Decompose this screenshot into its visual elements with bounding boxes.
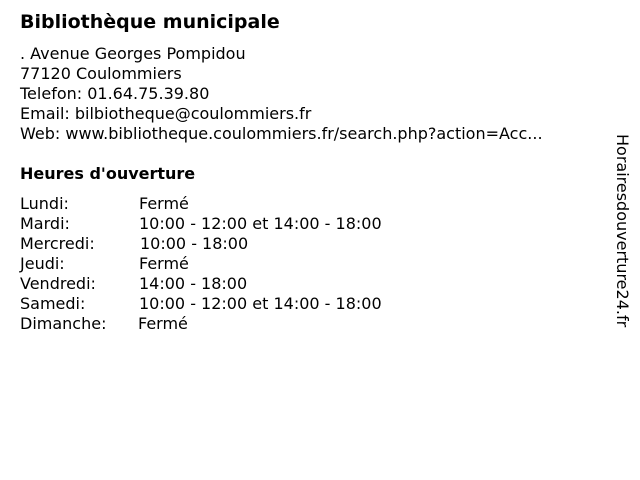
day-hours: 14:00 - 18:00 [139, 274, 248, 293]
day-label: Dimanche: [20, 314, 107, 333]
day-hours: 10:00 - 12:00 et 14:00 - 18:00 [139, 214, 382, 233]
website-url: Web: www.bibliotheque.coulommiers.fr/search.php?action=Acc... [20, 124, 543, 143]
library-name: Bibliothèque municipale [20, 11, 280, 33]
day-hours: 10:00 - 12:00 et 14:00 - 18:00 [139, 294, 382, 313]
site-brand-text: Horairesdouverture24.fr [613, 134, 632, 328]
street-address: . Avenue Georges Pompidou [20, 44, 246, 63]
day-label: Vendredi: [20, 274, 96, 293]
city-postcode: 77120 Coulommiers [20, 64, 182, 83]
site-brand-vertical [612, 134, 632, 374]
address-block [20, 44, 543, 144]
day-label: Mardi: [20, 214, 70, 233]
day-hours: Fermé [139, 194, 189, 213]
day-label: Mercredi: [20, 234, 95, 253]
day-label: Jeudi: [20, 254, 65, 273]
day-hours: 10:00 - 18:00 [140, 234, 249, 253]
day-label: Lundi: [20, 194, 69, 213]
day-hours: Fermé [138, 314, 188, 333]
phone-number: Telefon: 01.64.75.39.80 [20, 84, 210, 103]
day-hours: Fermé [139, 254, 189, 273]
opening-hours-heading: Heures d'ouverture [20, 164, 196, 183]
day-label: Samedi: [20, 294, 86, 313]
email-address: Email: bilbiotheque@coulommiers.fr [20, 104, 312, 123]
